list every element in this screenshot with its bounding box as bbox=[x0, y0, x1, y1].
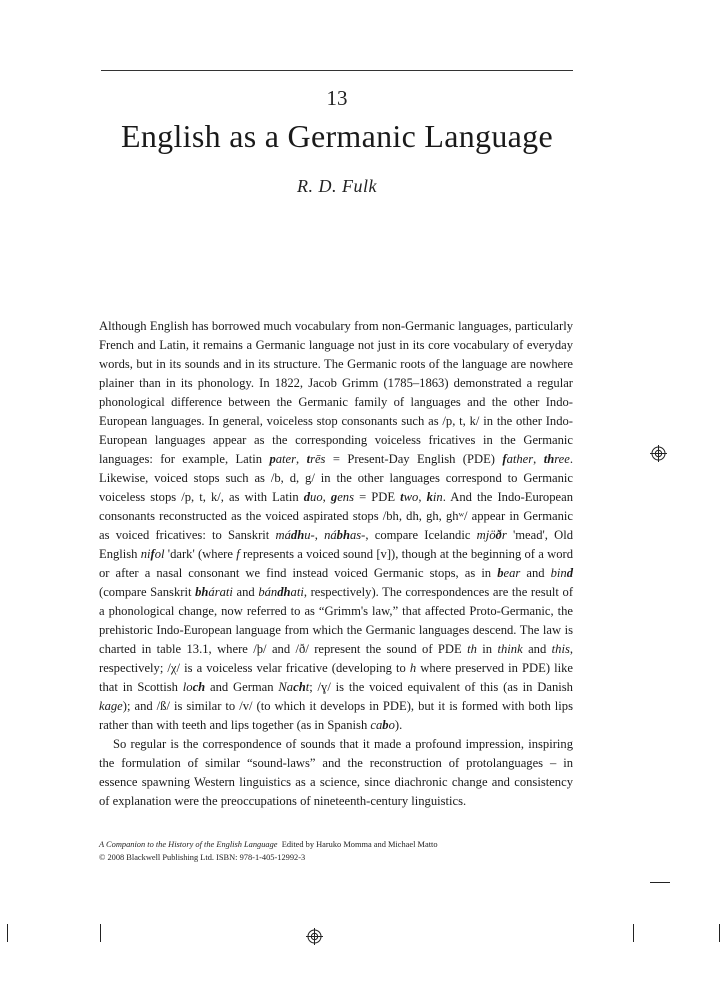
text-run: ch bbox=[192, 680, 206, 694]
copyright-line: © 2008 Blackwell Publishing Ltd. ISBN: 978-1-405-12992-3 bbox=[99, 853, 306, 862]
text-run: g bbox=[330, 490, 338, 504]
body-text bbox=[99, 317, 573, 811]
text-run: in bbox=[432, 490, 443, 504]
text-run: 'dark' (where bbox=[164, 547, 237, 561]
text-run: and bbox=[232, 585, 259, 599]
editors: Edited by Haruko Momma and Michael Matto bbox=[281, 840, 438, 849]
text-run: bán bbox=[258, 585, 278, 599]
text-run: t bbox=[400, 490, 404, 504]
text-run: where preserved in PDE) like that in Scottish bbox=[99, 661, 574, 694]
chapter-number: 13 bbox=[326, 86, 348, 110]
text-run: , bbox=[418, 490, 427, 504]
text-run: ð bbox=[495, 528, 502, 542]
paragraph-1 bbox=[99, 317, 573, 735]
chapter-title: English as a Germanic Language bbox=[121, 118, 553, 154]
text-run: and bbox=[520, 566, 551, 580]
text-run: ); and /ß/ is similar to /v/ (to which it develops in PDE), but it is formed with both lips rather than with teeth and lips together (as in Spanish bbox=[99, 699, 573, 732]
text-run: this bbox=[551, 642, 570, 656]
text-run: mjö bbox=[476, 528, 496, 542]
text-run: ater bbox=[275, 452, 297, 466]
text-run: rēs bbox=[310, 452, 326, 466]
text-run: = Present-Day English (PDE) bbox=[325, 452, 503, 466]
text-run: f bbox=[150, 547, 155, 561]
text-run: , bbox=[533, 452, 544, 466]
registration-mark-icon bbox=[306, 928, 323, 945]
header-rule bbox=[101, 70, 573, 71]
text-run: and German bbox=[205, 680, 279, 694]
text-run: bh bbox=[195, 585, 209, 599]
text-run: kage bbox=[99, 699, 123, 713]
text-run: ná bbox=[324, 528, 337, 542]
registration-mark-icon bbox=[650, 445, 667, 462]
text-run: , bbox=[314, 528, 325, 542]
text-run: ca bbox=[370, 718, 383, 732]
crop-mark bbox=[7, 924, 8, 942]
text-run: as- bbox=[349, 528, 366, 542]
text-run: o bbox=[388, 718, 395, 732]
text-run: 'mead', Old English bbox=[99, 528, 574, 561]
text-run: h bbox=[409, 661, 417, 675]
crop-mark bbox=[650, 882, 670, 883]
text-run: Na bbox=[278, 680, 294, 694]
text-run: bh bbox=[336, 528, 350, 542]
text-run: dh bbox=[290, 528, 305, 542]
text-run: , bbox=[322, 490, 331, 504]
text-run: t bbox=[305, 680, 310, 694]
copyright-footer bbox=[99, 838, 573, 864]
text-run: ree bbox=[554, 452, 570, 466]
text-run: ati bbox=[290, 585, 304, 599]
text-run: ear bbox=[503, 566, 521, 580]
text-run: má bbox=[275, 528, 291, 542]
book-title: A Companion to the History of the English Language bbox=[99, 840, 278, 849]
text-run: p bbox=[269, 452, 276, 466]
crop-mark bbox=[100, 924, 101, 942]
text-run: r bbox=[501, 528, 507, 542]
text-run: Although English has borrowed much vocabulary from non-Germanic languages, particularly French and Latin, it remains a Germanic language not just in its core vocabulary of everyday words, but in its sounds and in its structure. The Germanic roots of the language are nowhere plainer than in its phonology. In 1822, Jacob Grimm (1785–1863) demonstrated a regular phonological difference between the Germanic family of languages and the other Indo-European languages. In general, voiceless stop consonants such as /p, t, k/ in the other Indo-European languages appear as the corresponding voiceless fricatives in the Germanic languages: for example, Latin bbox=[99, 319, 573, 466]
text-run: ch bbox=[293, 680, 306, 694]
text-run: = PDE bbox=[353, 490, 401, 504]
text-run: u- bbox=[304, 528, 315, 542]
text-run: ens bbox=[337, 490, 354, 504]
text-run: uo bbox=[310, 490, 323, 504]
text-run: f bbox=[502, 452, 507, 466]
paragraph-2: So regular is the correspondence of sounds that it made a profound impression, inspiring the formulation of similar “sound-laws” and the reconstruction of protolanguages – in essence spawning Western linguistics as a science, since diachronic change and consistency of explanation were the preoccupations of nineteenth-century linguistics. bbox=[99, 737, 573, 808]
text-run: lo bbox=[182, 680, 193, 694]
text-run: , bbox=[296, 452, 307, 466]
text-run: d bbox=[303, 490, 311, 504]
chapter-author: R. D. Fulk bbox=[297, 176, 377, 196]
source-line bbox=[99, 838, 573, 851]
text-run: , respectively). The correspondences are the result of a phonological change, now referred to as “Grimm's law,” that affected Proto-Germanic, the prehistoric Indo-European language from which the Germanic languages descend. The law is charted in table 13.1, where /þ/ and /ð/ represent the sound of PDE bbox=[99, 585, 574, 656]
text-run: . And the Indo-European consonants reconstructed as the voiced aspirated stops /bh, dh, gh, ghʷ/ appear in Germanic as voiced fricatives: to Sanskrit bbox=[99, 490, 574, 542]
text-run: represents a voiced sound [v]), though at the beginning of a word or after a nasal consonant we find instead voiced Germanic stops, as in bbox=[99, 547, 573, 580]
crop-mark bbox=[719, 924, 720, 942]
text-run: d bbox=[566, 566, 573, 580]
crop-mark bbox=[633, 924, 634, 942]
text-run: ). bbox=[394, 718, 403, 732]
text-run: dh bbox=[277, 585, 291, 599]
text-run: ather bbox=[506, 452, 534, 466]
text-run: in bbox=[476, 642, 498, 656]
text-run: and bbox=[522, 642, 552, 656]
text-run: bin bbox=[550, 566, 567, 580]
text-run: f bbox=[236, 547, 240, 561]
text-run: th bbox=[467, 642, 477, 656]
text-run: th bbox=[543, 452, 555, 466]
text-run: (compare Sanskrit bbox=[99, 585, 196, 599]
text-run: k bbox=[426, 490, 433, 504]
text-run: t bbox=[306, 452, 311, 466]
text-run: wo bbox=[403, 490, 419, 504]
text-run: b bbox=[382, 718, 389, 732]
text-run: árati bbox=[208, 585, 233, 599]
text-run: ; /ɣ/ is the voiced equivalent of this (as in Danish bbox=[309, 680, 573, 694]
text-run: ol bbox=[154, 547, 165, 561]
text-run: , compare Icelandic bbox=[365, 528, 477, 542]
text-run: , respectively; /χ/ is a voiceless velar fricative (developing to bbox=[99, 642, 574, 675]
text-run: b bbox=[497, 566, 504, 580]
text-run: think bbox=[497, 642, 523, 656]
text-run: ni bbox=[140, 547, 151, 561]
text-run: . Likewise, voiced stops such as /b, d, g/ in the other languages correspond to Germanic voiceless stops /p, t, k/, as with Latin bbox=[99, 452, 573, 504]
